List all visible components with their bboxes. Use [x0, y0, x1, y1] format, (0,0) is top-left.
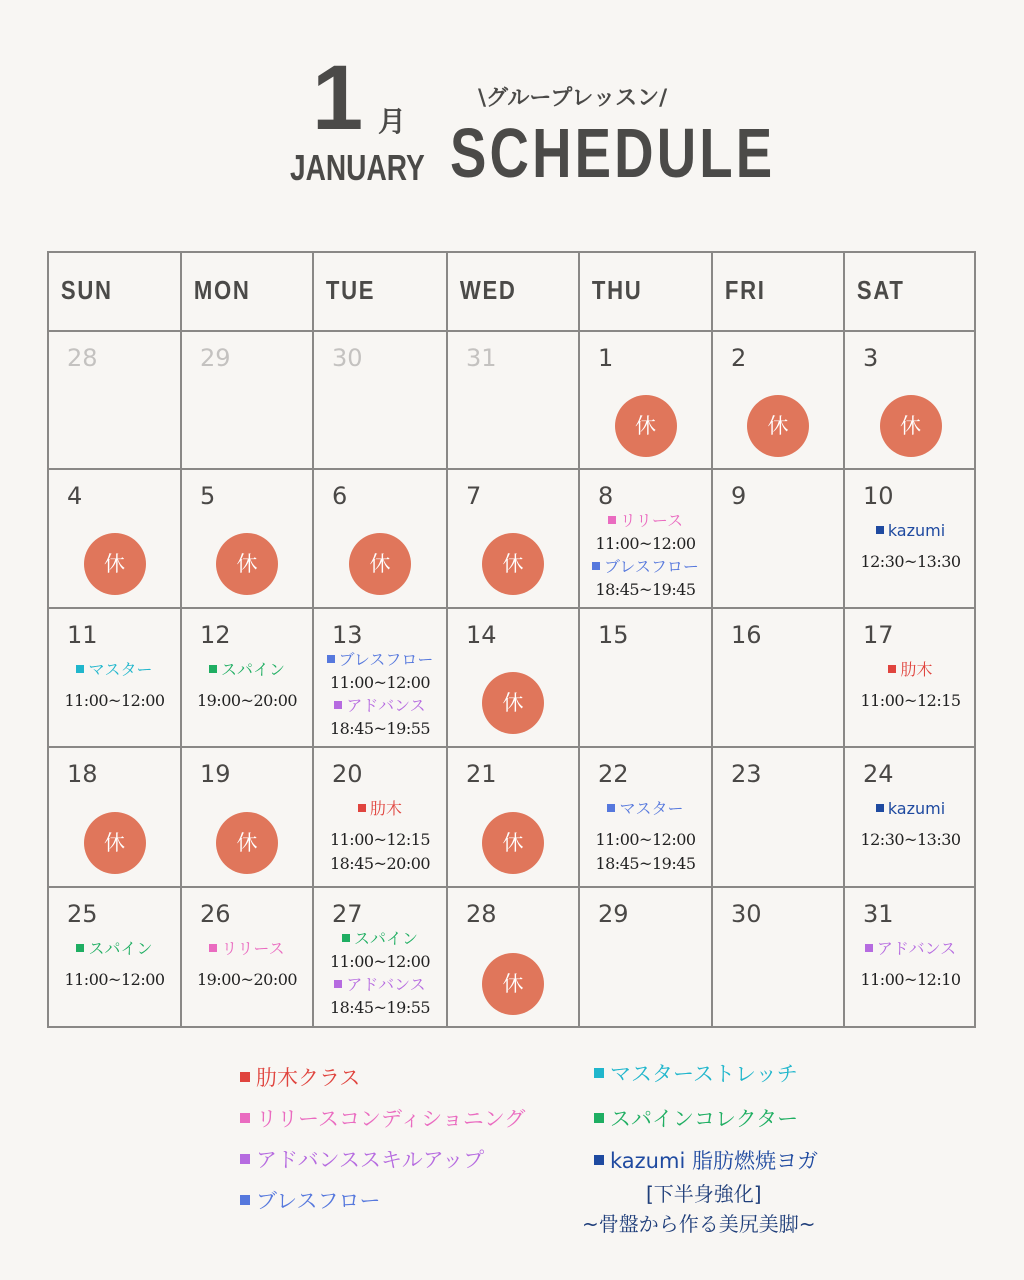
event-time: 18:45~19:55	[329, 998, 431, 1017]
day-number: 31	[466, 344, 497, 372]
event-name	[845, 938, 976, 960]
weekday-header	[314, 253, 448, 332]
day-number: 29	[598, 900, 629, 928]
event-label: アドバンス	[346, 975, 426, 994]
day-cell[interactable]	[49, 332, 182, 470]
holiday-badge: 休	[349, 533, 411, 595]
event-list	[49, 938, 180, 992]
day-number: 25	[67, 900, 98, 928]
color-square-icon	[342, 934, 350, 942]
legend-label: kazumi 脂肪燃焼ヨガ	[610, 1149, 818, 1173]
weekday-header	[182, 253, 314, 332]
weekday-header	[845, 253, 976, 332]
color-square-icon	[607, 804, 615, 812]
day-number: 29	[200, 344, 231, 372]
day-cell[interactable]	[49, 470, 182, 609]
event-name	[49, 938, 180, 960]
calendar-grid	[47, 251, 976, 1028]
legend-item	[240, 1109, 525, 1130]
day-cell[interactable]	[713, 332, 845, 470]
legend-label: 肋木クラス	[256, 1066, 361, 1090]
color-square-icon	[334, 701, 342, 709]
holiday-badge: 休	[880, 395, 942, 457]
day-cell[interactable]	[713, 609, 845, 748]
legend-item	[594, 1109, 798, 1130]
day-cell[interactable]	[713, 888, 845, 1028]
month-kanji: 月	[378, 105, 407, 138]
event-name	[49, 659, 180, 681]
event-time: 18:45~19:45	[595, 854, 696, 873]
day-number: 10	[863, 482, 894, 510]
day-cell[interactable]	[182, 609, 314, 748]
color-square-icon	[358, 804, 366, 812]
weekday-label: WED	[459, 275, 517, 305]
legend-item	[594, 1151, 818, 1172]
event-label: スパイン	[88, 939, 153, 958]
holiday-badge: 休	[482, 533, 544, 595]
day-cell[interactable]	[49, 609, 182, 748]
event-label: kazumi	[887, 799, 946, 818]
event-label: 肋木	[369, 799, 402, 818]
day-cell[interactable]	[182, 888, 314, 1028]
event-name	[845, 659, 976, 681]
event-label: リリース	[619, 511, 684, 530]
day-cell[interactable]	[314, 888, 448, 1028]
day-cell[interactable]	[182, 470, 314, 609]
color-square-icon	[240, 1113, 250, 1123]
event-list	[314, 798, 446, 876]
day-number: 28	[466, 900, 497, 928]
day-number: 2	[731, 344, 747, 372]
weekday-label: TUE	[325, 275, 376, 305]
color-square-icon	[334, 980, 342, 988]
legend-label: マスターストレッチ	[610, 1062, 798, 1086]
color-square-icon	[876, 804, 884, 812]
day-cell[interactable]	[448, 470, 580, 609]
day-number: 1	[598, 344, 614, 372]
day-cell[interactable]	[580, 470, 713, 609]
day-number: 28	[67, 344, 98, 372]
day-cell[interactable]	[448, 888, 580, 1028]
event-label: マスター	[619, 799, 684, 818]
day-number: 24	[863, 760, 894, 788]
day-cell[interactable]	[448, 609, 580, 748]
day-number: 31	[863, 900, 894, 928]
day-number: 8	[598, 482, 614, 510]
color-square-icon	[592, 562, 600, 570]
day-number: 16	[731, 621, 762, 649]
weekday-header	[49, 253, 182, 332]
event-time: 11:00~12:00	[595, 830, 696, 849]
color-square-icon	[865, 944, 873, 952]
day-cell[interactable]	[580, 332, 713, 470]
event-list	[49, 659, 180, 713]
legend-label: スパインコレクター	[610, 1107, 799, 1131]
event-name	[580, 798, 711, 820]
day-cell[interactable]	[580, 609, 713, 748]
event-time: 18:45~20:00	[329, 854, 431, 873]
holiday-badge: 休	[84, 533, 146, 595]
event-name	[314, 798, 446, 820]
weekday-header	[713, 253, 845, 332]
holiday-badge: 休	[84, 812, 146, 874]
event-time: 12:30~13:30	[860, 552, 961, 571]
day-number: 22	[598, 760, 629, 788]
color-square-icon	[594, 1155, 604, 1165]
color-square-icon	[240, 1072, 250, 1082]
day-cell[interactable]	[314, 748, 448, 888]
color-square-icon	[888, 665, 896, 673]
legend-item	[240, 1191, 381, 1212]
holiday-badge: 休	[482, 672, 544, 734]
day-number: 17	[863, 621, 894, 649]
legend-kazumi-subtitle: [下半身強化]	[646, 1182, 762, 1206]
event-time: 12:30~13:30	[860, 830, 961, 849]
holiday-badge: 休	[216, 812, 278, 874]
event-name	[314, 974, 446, 996]
event-name	[314, 649, 446, 671]
event-time: 11:00~12:15	[329, 830, 431, 849]
day-cell[interactable]	[49, 748, 182, 888]
event-time: 11:00~12:10	[860, 970, 961, 989]
color-square-icon	[240, 1154, 250, 1164]
day-number: 13	[332, 621, 363, 649]
day-cell[interactable]	[845, 609, 976, 748]
event-name	[845, 798, 976, 820]
weekday-label: SAT	[856, 275, 905, 305]
day-cell[interactable]	[314, 609, 448, 748]
event-list	[314, 649, 446, 741]
event-time: 11:00~12:00	[64, 970, 165, 989]
color-square-icon	[327, 655, 335, 663]
day-cell[interactable]	[845, 748, 976, 888]
event-name	[314, 695, 446, 717]
weekday-label: SUN	[60, 275, 113, 305]
color-square-icon	[594, 1113, 604, 1123]
color-square-icon	[240, 1195, 250, 1205]
day-number: 18	[67, 760, 98, 788]
event-name	[580, 556, 711, 578]
event-list	[845, 798, 976, 852]
day-number: 23	[731, 760, 762, 788]
event-list	[182, 938, 312, 992]
event-name	[845, 520, 976, 542]
day-number: 19	[200, 760, 231, 788]
legend-label: リリースコンディショニング	[256, 1107, 526, 1131]
event-time: 19:00~20:00	[196, 970, 298, 989]
day-cell[interactable]	[845, 332, 976, 470]
event-time: 11:00~12:00	[329, 673, 431, 692]
month-english: JANUARY	[290, 147, 425, 188]
day-number: 5	[200, 482, 216, 510]
event-time: 11:00~12:00	[64, 691, 165, 710]
event-name	[182, 659, 312, 681]
day-number: 9	[731, 482, 747, 510]
day-cell[interactable]	[580, 888, 713, 1028]
holiday-badge: 休	[615, 395, 677, 457]
event-label: kazumi	[887, 521, 946, 540]
event-list	[580, 798, 711, 876]
day-number: 26	[200, 900, 231, 928]
day-cell[interactable]	[182, 332, 314, 470]
day-cell[interactable]	[182, 748, 314, 888]
day-number: 12	[200, 621, 231, 649]
event-time: 11:00~12:00	[329, 952, 431, 971]
event-label: マスター	[88, 660, 153, 679]
day-number: 27	[332, 900, 363, 928]
day-number: 15	[598, 621, 629, 649]
event-label: ブレスフロー	[338, 650, 434, 669]
day-cell[interactable]	[713, 748, 845, 888]
day-cell[interactable]	[580, 748, 713, 888]
event-label: スパイン	[220, 660, 285, 679]
day-cell[interactable]	[314, 332, 448, 470]
weekday-header	[580, 253, 713, 332]
day-number: 21	[466, 760, 497, 788]
event-label: スパイン	[353, 929, 418, 948]
event-label: 肋木	[900, 660, 933, 679]
day-cell[interactable]	[49, 888, 182, 1028]
event-list	[182, 659, 312, 713]
event-time: 18:45~19:55	[329, 719, 431, 738]
month-number: 1	[312, 47, 362, 149]
event-time: 19:00~20:00	[196, 691, 298, 710]
day-number: 30	[332, 344, 363, 372]
day-cell[interactable]	[448, 748, 580, 888]
event-name	[580, 510, 711, 532]
color-square-icon	[76, 944, 84, 952]
event-label: アドバンス	[876, 939, 957, 958]
event-list	[845, 938, 976, 992]
weekday-header	[448, 253, 580, 332]
weekday-label: MON	[193, 275, 251, 305]
day-cell[interactable]	[448, 332, 580, 470]
subtitle: \グループレッスン/	[478, 86, 668, 111]
day-cell[interactable]	[845, 470, 976, 609]
event-time: 11:00~12:15	[860, 691, 961, 710]
day-number: 7	[466, 482, 482, 510]
color-square-icon	[594, 1068, 604, 1078]
day-number: 20	[332, 760, 363, 788]
holiday-badge: 休	[747, 395, 809, 457]
event-list	[314, 928, 446, 1020]
event-name	[314, 928, 446, 950]
day-number: 3	[863, 344, 879, 372]
holiday-badge: 休	[482, 953, 544, 1015]
legend-label: ブレスフロー	[256, 1189, 381, 1213]
color-square-icon	[876, 526, 884, 534]
event-list	[580, 510, 711, 602]
legend-label: アドバンススキルアップ	[256, 1148, 485, 1172]
day-number: 11	[67, 621, 98, 649]
holiday-badge: 休	[482, 812, 544, 874]
weekday-label: THU	[591, 275, 643, 305]
event-label: ブレスフロー	[604, 557, 699, 576]
event-time: 11:00~12:00	[595, 534, 696, 553]
legend-item	[240, 1150, 484, 1171]
color-square-icon	[608, 516, 616, 524]
event-name	[182, 938, 312, 960]
event-time: 18:45~19:45	[595, 580, 696, 599]
event-label: リリース	[221, 939, 285, 958]
event-list	[845, 659, 976, 713]
legend-item	[594, 1064, 798, 1085]
weekday-label: FRI	[724, 275, 766, 305]
page-title: SCHEDULE	[450, 114, 776, 192]
color-square-icon	[209, 665, 217, 673]
color-square-icon	[209, 944, 217, 952]
event-list	[845, 520, 976, 574]
day-number: 6	[332, 482, 348, 510]
legend-item	[240, 1068, 360, 1089]
day-cell[interactable]	[713, 470, 845, 609]
holiday-badge: 休	[216, 533, 278, 595]
color-square-icon	[76, 665, 84, 673]
day-number: 4	[67, 482, 83, 510]
day-cell[interactable]	[845, 888, 976, 1028]
day-number: 14	[466, 621, 497, 649]
day-cell[interactable]	[314, 470, 448, 609]
legend-kazumi-tagline: ~骨盤から作る美尻美脚~	[582, 1212, 816, 1236]
event-label: アドバンス	[346, 696, 426, 715]
day-number: 30	[731, 900, 762, 928]
